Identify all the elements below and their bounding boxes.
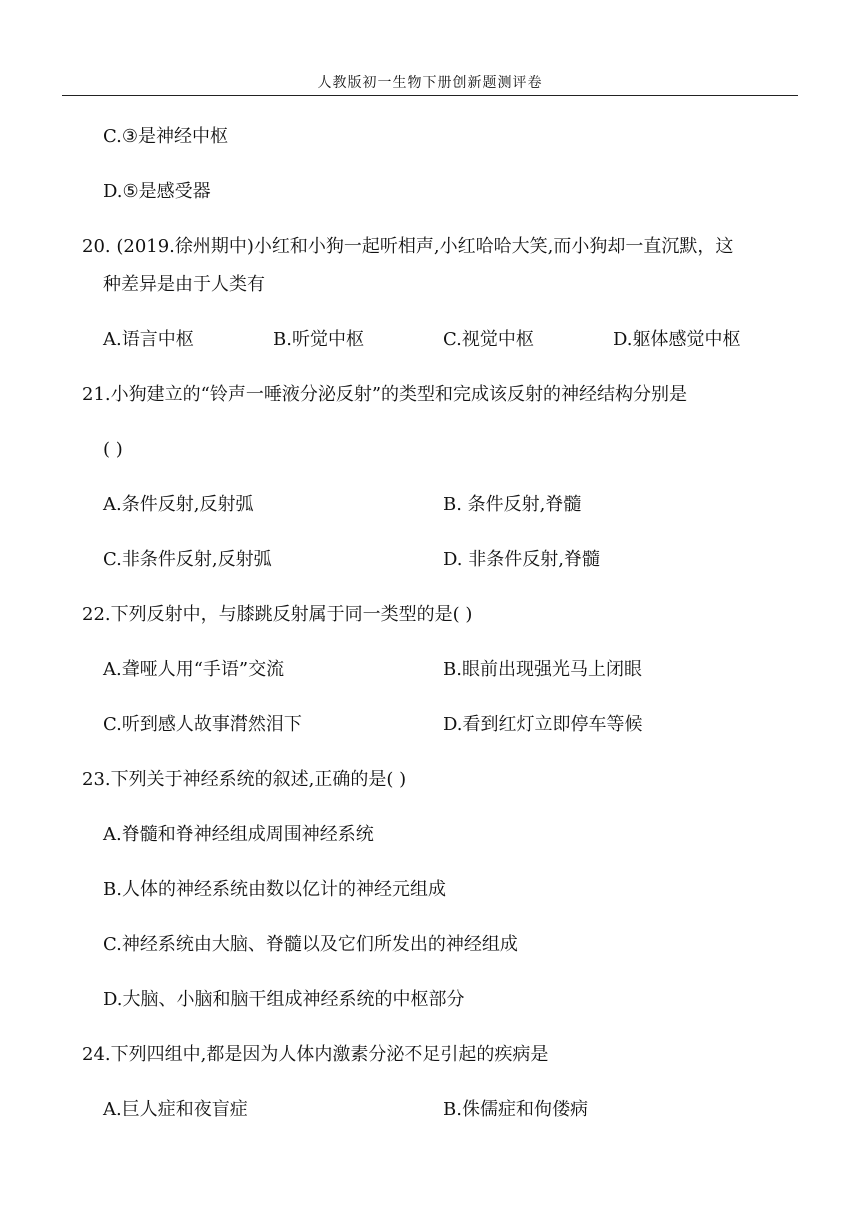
q20-option-c: C.视觉中枢 [443, 329, 534, 350]
prev-option-d: D.⑤是感受器 [103, 181, 211, 202]
q21-option-d: D. 非条件反射,脊髓 [443, 549, 600, 570]
header-divider [62, 95, 798, 96]
q21-option-a: A.条件反射,反射弧 [103, 494, 254, 515]
q23-option-a: A.脊髓和脊神经组成周围神经系统 [103, 824, 374, 845]
q23-option-b: B.人体的神经系统由数以亿计的神经元组成 [103, 879, 446, 900]
q24-stem: 24.下列四组中,都是因为人体内激素分泌不足引起的疾病是 [82, 1044, 549, 1065]
q21-option-c: C.非条件反射,反射弧 [103, 549, 272, 570]
q21-option-b: B. 条件反射,脊髓 [443, 494, 582, 515]
q24-option-a: A.巨人症和夜盲症 [103, 1099, 248, 1120]
q22-stem: 22.下列反射中，与膝跳反射属于同一类型的是( ) [82, 604, 473, 625]
q20-stem-line2: 种差异是由于人类有 [103, 274, 265, 295]
q22-option-c: C.听到感人故事潸然泪下 [103, 714, 302, 735]
q20-option-d: D.躯体感觉中枢 [613, 329, 741, 350]
q22-option-a: A.聋哑人用“手语”交流 [103, 659, 285, 680]
q21-answer-blank: ( ) [103, 439, 123, 460]
prev-option-c: C.③是神经中枢 [103, 126, 228, 147]
q20-option-b: B.听觉中枢 [273, 329, 364, 350]
q21-stem-line1: 21.小狗建立的“铃声一唾液分泌反射”的类型和完成该反射的神经结构分别是 [82, 384, 688, 405]
q23-stem: 23.下列关于神经系统的叙述,正确的是( ) [82, 769, 407, 790]
q20-stem-line1: 20. (2019.徐州期中)小红和小狗一起听相声,小红哈哈大笑,而小狗却一直沉默，这 [82, 236, 734, 257]
page-header: 人教版初一生物下册创新题测评卷 [317, 75, 543, 91]
q22-option-b: B.眼前出现强光马上闭眼 [443, 659, 642, 680]
q23-option-c: C.神经系统由大脑、脊髓以及它们所发出的神经组成 [103, 934, 518, 955]
q23-option-d: D.大脑、小脑和脑干组成神经系统的中枢部分 [103, 989, 465, 1010]
q22-option-d: D.看到红灯立即停车等候 [443, 714, 643, 735]
q24-option-b: B.侏儒症和佝偻病 [443, 1099, 588, 1120]
q20-option-a: A.语言中枢 [103, 329, 194, 350]
